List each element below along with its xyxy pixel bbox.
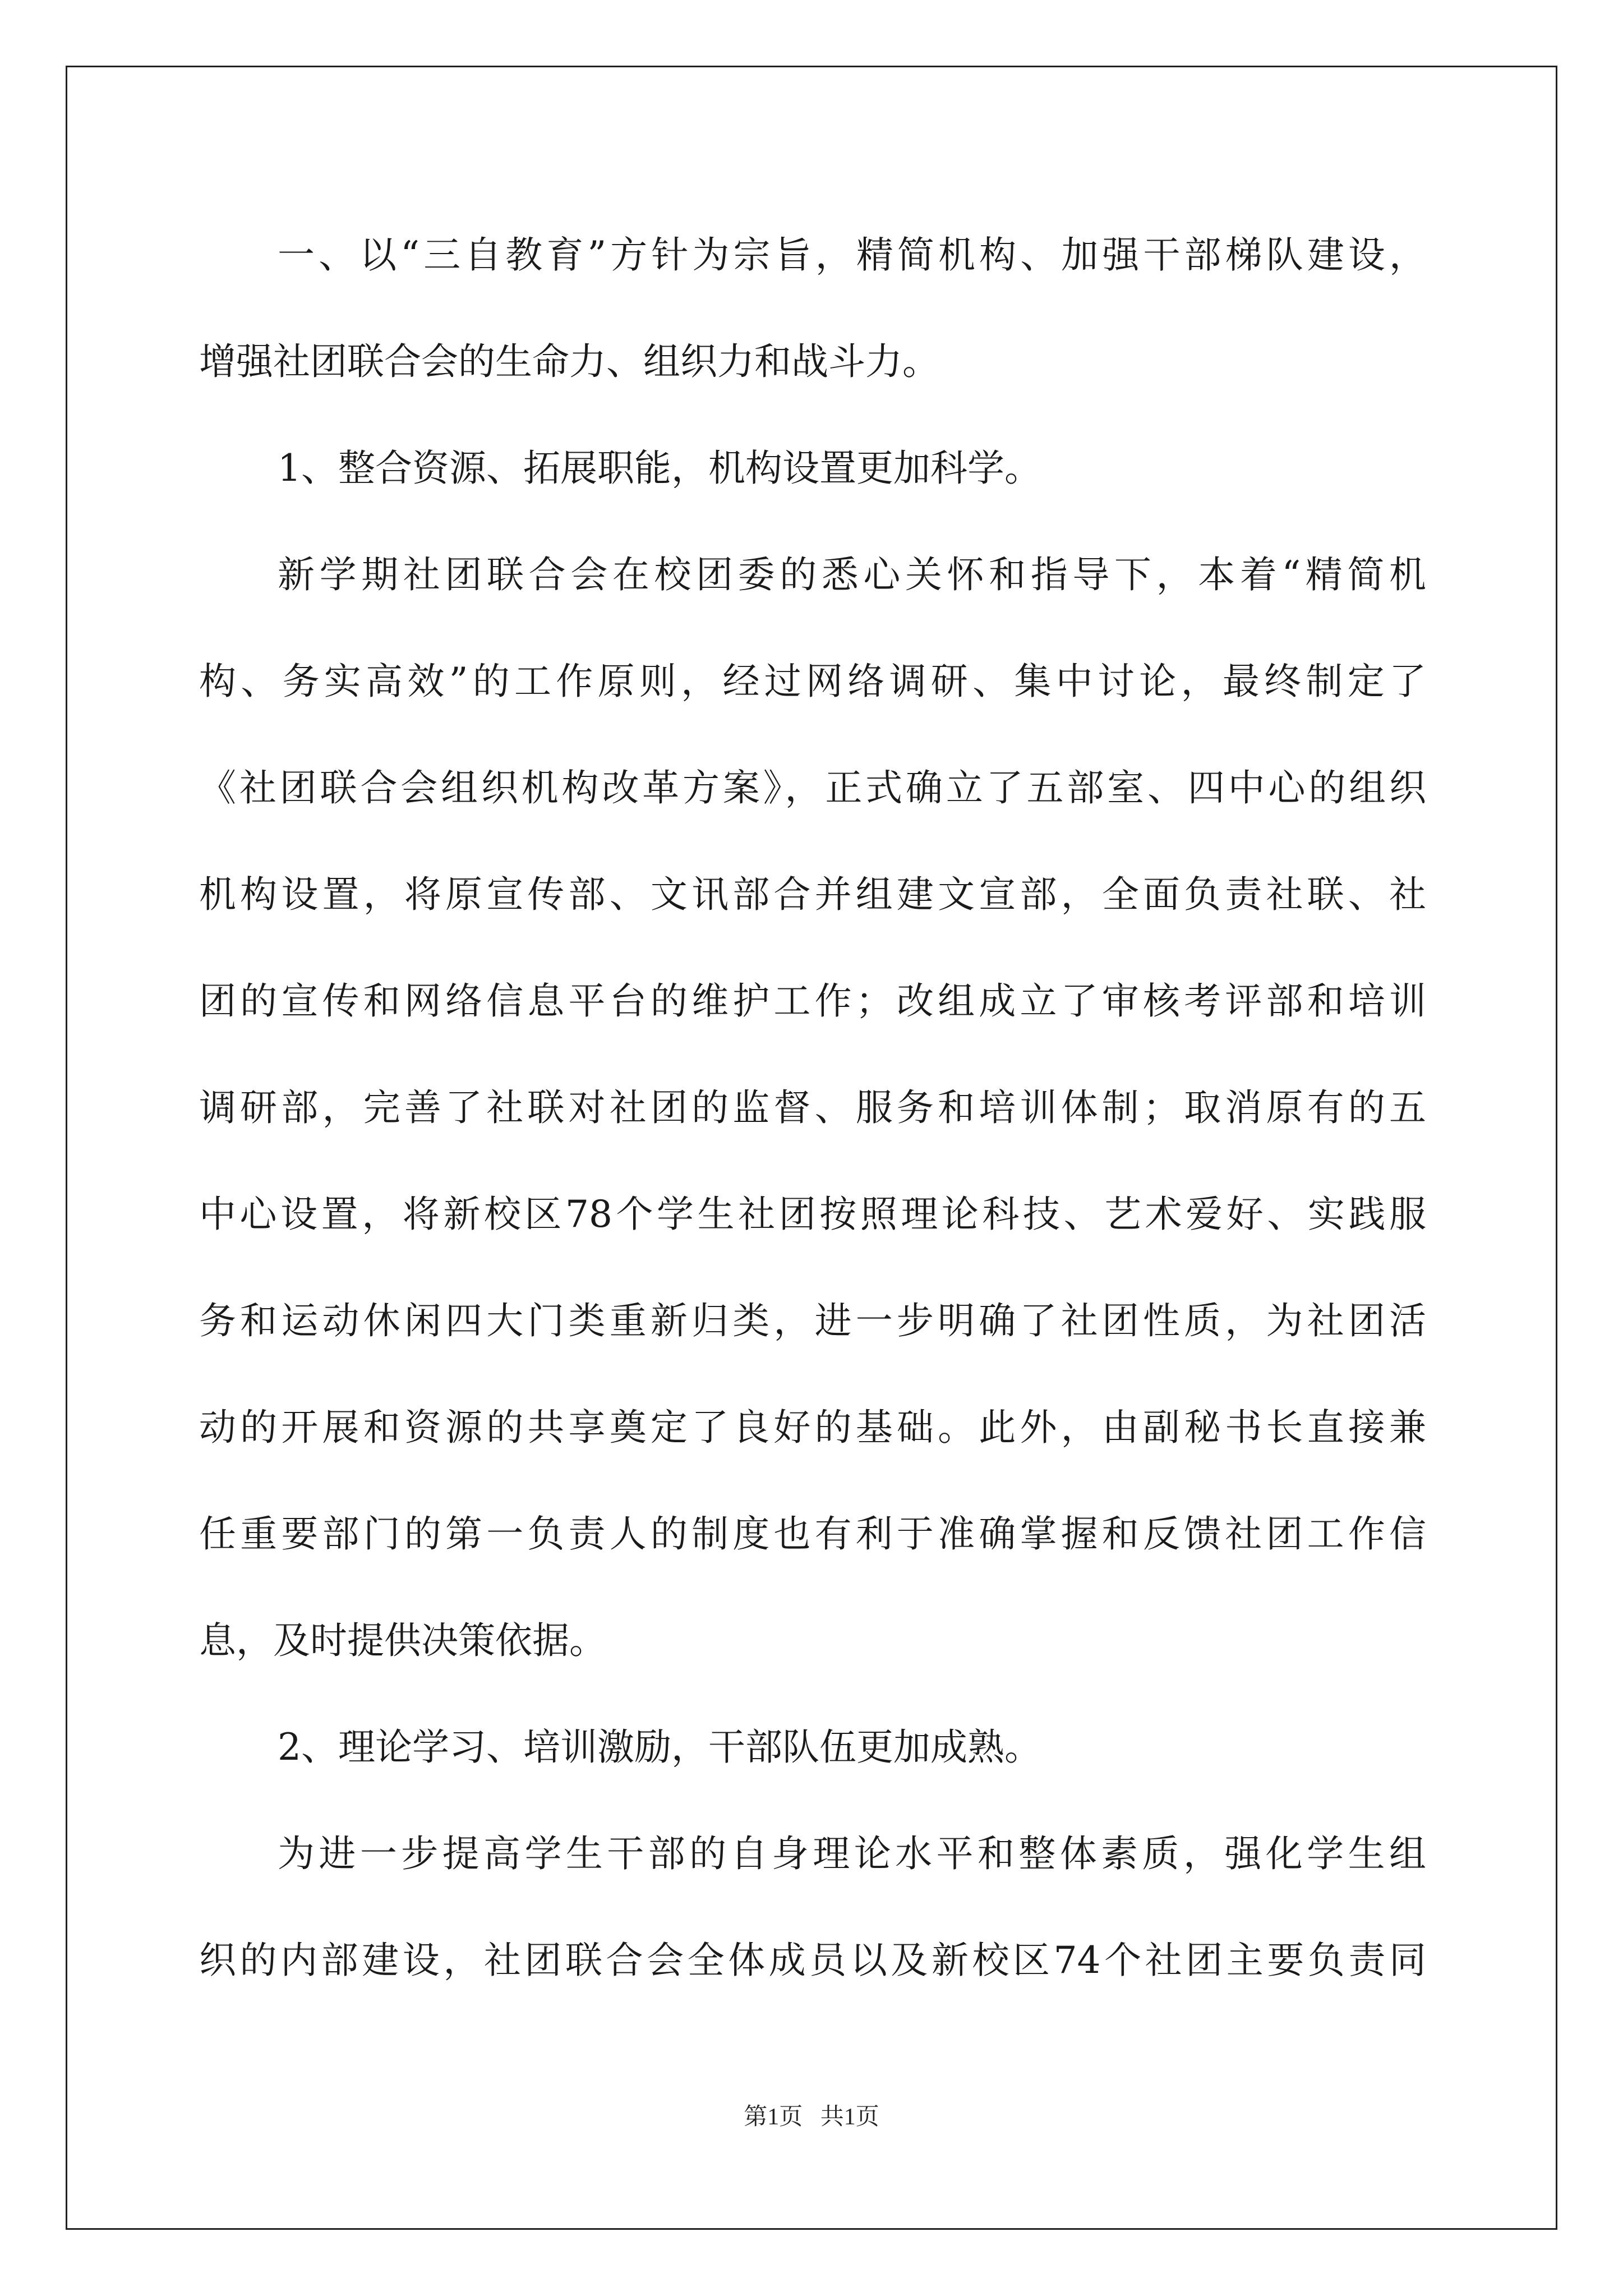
text-line: 机构设置，将原宣传部、文讯部合并组建文宣部，全面负责社联、社 [199, 873, 1426, 916]
text-line: 团的宣传和网络信息平台的维护工作；改组成立了审核考评部和培训 [199, 979, 1426, 1023]
text-line: 2、理论学习、培训激励，干部队伍更加成熟。 [278, 1726, 1041, 1769]
text-line: 中心设置，将新校区78个学生社团按照理论科技、艺术爱好、实践服 [199, 1193, 1426, 1236]
text-line: 动的开展和资源的共享奠定了良好的基础。此外，由副秘书长直接兼 [199, 1406, 1426, 1449]
page-number-footer: 第1页 共1页 [744, 2104, 879, 2130]
text-line: 调研部，完善了社联对社团的监督、服务和培训体制；取消原有的五 [199, 1086, 1426, 1129]
text-line: 织的内部建设，社团联合会全体成员以及新校区74个社团主要负责同 [199, 1939, 1426, 1982]
text-line: 息，及时提供决策依据。 [199, 1619, 606, 1662]
text-line: 1、整合资源、拓展职能，机构设置更加科学。 [278, 447, 1041, 490]
text-line: 为进一步提高学生干部的自身理论水平和整体素质，强化学生组 [278, 1832, 1426, 1875]
text-line: 增强社团联合会的生命力、组织力和战斗力。 [199, 340, 939, 383]
text-line: 新学期社团联合会在校团委的悉心关怀和指导下，本着“精简机 [278, 553, 1426, 596]
text-line: 《社团联合会组织机构改革方案》，正式确立了五部室、四中心的组织 [199, 766, 1426, 809]
text-line: 一、以“三自教育”方针为宗旨，精简机构、加强干部梯队建设， [278, 233, 1426, 277]
text-line: 构、务实高效”的工作原则，经过网络调研、集中讨论，最终制定了 [199, 660, 1426, 703]
text-line: 任重要部门的第一负责人的制度也有利于准确掌握和反馈社团工作信 [199, 1512, 1426, 1556]
text-line: 务和运动休闲四大门类重新归类，进一步明确了社团性质，为社团活 [199, 1299, 1426, 1342]
